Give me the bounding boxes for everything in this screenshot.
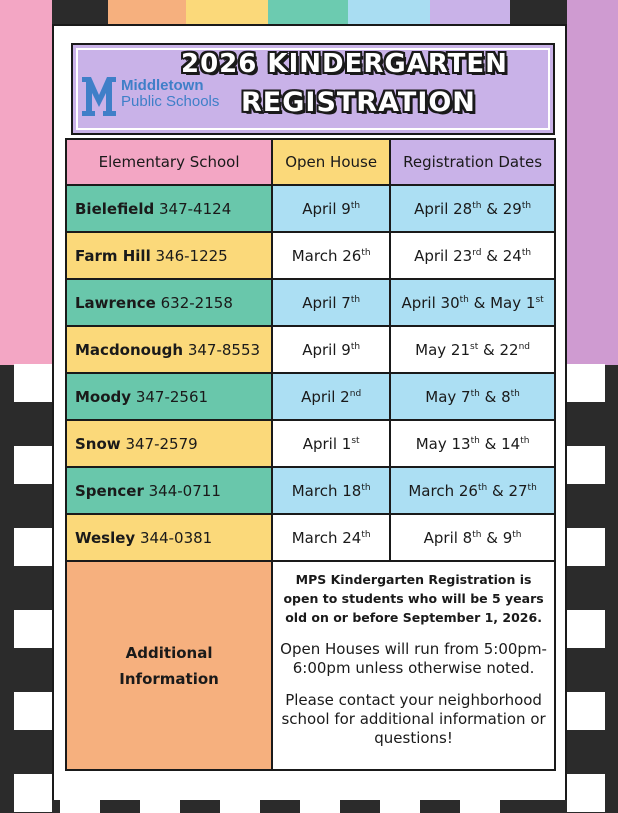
open-house-cell	[272, 420, 390, 467]
ordinal-suffix: th	[361, 482, 371, 493]
registration-dates-cell	[390, 232, 555, 279]
school-phone: 346-1225	[155, 246, 228, 265]
checker-square	[14, 446, 52, 484]
school-cell	[66, 514, 272, 561]
school-cell	[66, 185, 272, 232]
school-phone: 347-8553	[187, 340, 261, 359]
ordinal-suffix: th	[472, 200, 482, 211]
registration-dates-cell	[390, 514, 555, 561]
reg-date-b: May 1	[490, 293, 536, 312]
registration-dates-cell	[390, 420, 555, 467]
header-elementary-school: Elementary School	[66, 139, 272, 185]
table-row	[66, 326, 555, 373]
school-phone: 344-0711	[148, 481, 221, 500]
page-title-line-2: REGISTRATION	[241, 87, 476, 118]
checker-square	[567, 446, 605, 484]
school-name: Wesley	[75, 528, 136, 547]
checker-square	[14, 610, 52, 648]
school-phone: 632-2158	[160, 293, 233, 312]
school-cell	[66, 232, 272, 279]
checker-square	[14, 774, 52, 812]
registration-table	[65, 138, 556, 771]
info-paragraph-open-house-times: Open Houses will run from 5:00pm-6:00pm unless otherwise noted.	[280, 640, 547, 677]
open-house-cell	[272, 185, 390, 232]
ordinal-suffix: th	[512, 529, 522, 540]
header-registration-dates: Registration Dates	[390, 139, 555, 185]
additional-info-label	[66, 561, 272, 770]
reg-date-a: April 23	[414, 246, 473, 265]
header-open-house: Open House	[272, 139, 390, 185]
ampersand: &	[484, 434, 497, 453]
ampersand: &	[486, 246, 498, 265]
ordinal-suffix: th	[521, 247, 532, 258]
ordinal-suffix: th	[350, 294, 361, 305]
ampersand: &	[473, 293, 486, 312]
checker-square	[14, 692, 52, 730]
open-house-date: April 7	[302, 293, 351, 312]
ordinal-suffix: th	[470, 435, 480, 446]
header-banner	[71, 43, 555, 135]
school-phone: 347-4124	[159, 199, 232, 218]
open-house-cell	[272, 326, 390, 373]
ordinal-suffix: th	[510, 388, 520, 399]
reg-date-a: April 30	[401, 293, 460, 312]
ordinal-suffix: nd	[518, 341, 530, 352]
page-title-line-1: 2026 KINDERGARTEN	[181, 49, 508, 79]
ordinal-suffix: nd	[349, 388, 362, 399]
table-row	[66, 185, 555, 232]
stripe-magenta	[567, 0, 618, 365]
school-name: Lawrence	[75, 293, 156, 312]
reg-date-a: May 21	[415, 340, 470, 359]
ordinal-suffix: th	[477, 482, 488, 493]
ampersand: &	[491, 481, 504, 500]
ordinal-suffix: th	[527, 482, 537, 493]
checker-square	[567, 692, 605, 730]
ampersand: &	[486, 528, 498, 547]
table-row	[66, 232, 555, 279]
registration-dates-cell	[390, 185, 555, 232]
school-cell	[66, 279, 272, 326]
school-cell	[66, 467, 272, 514]
reg-date-a: April 8	[423, 528, 473, 547]
ordinal-suffix: th	[350, 341, 361, 352]
school-name: Moody	[75, 387, 132, 406]
reg-date-a: May 13	[415, 434, 471, 453]
reg-date-b: 22	[499, 340, 519, 359]
mps-m-logo-icon	[81, 73, 117, 119]
table-header-row	[66, 139, 555, 185]
reg-date-b: 8	[501, 387, 511, 406]
reg-date-a: March 26	[408, 481, 478, 500]
school-name: Bielefield	[75, 199, 155, 218]
school-phone: 347-2561	[135, 387, 209, 406]
info-paragraph-eligibility: MPS Kindergarten Registration is open to students who will be 5 years old on or before September 1, 2026.	[283, 572, 544, 625]
ampersand: &	[484, 387, 497, 406]
additional-info-text	[272, 561, 555, 770]
open-house-date: March 18	[291, 481, 362, 500]
checker-square	[14, 364, 52, 402]
stripe-yellow	[186, 0, 268, 24]
logo-line-1: Middletown	[121, 77, 204, 94]
open-house-cell	[272, 373, 390, 420]
ordinal-suffix: th	[520, 435, 530, 446]
ordinal-suffix: st	[470, 341, 479, 352]
school-cell	[66, 420, 272, 467]
reg-date-a: May 7	[425, 387, 471, 406]
open-house-date: March 26	[291, 246, 362, 265]
info-label-line-1: Additional	[125, 643, 213, 662]
open-house-date: April 2	[301, 387, 350, 406]
table-row	[66, 279, 555, 326]
info-label-line-2: Information	[119, 669, 219, 688]
ordinal-suffix: th	[350, 200, 361, 211]
open-house-date: March 24	[291, 528, 362, 547]
table-row	[66, 420, 555, 467]
school-name: Spencer	[75, 481, 144, 500]
ampersand: &	[486, 199, 498, 218]
flyer-card	[52, 24, 567, 800]
reg-date-a: April 28	[414, 199, 473, 218]
school-name: Macdonough	[75, 340, 184, 359]
checker-square	[14, 528, 52, 566]
school-cell	[66, 373, 272, 420]
checker-square	[567, 610, 605, 648]
registration-dates-cell	[390, 373, 555, 420]
school-phone: 347-2579	[125, 434, 198, 453]
additional-info-row	[66, 561, 555, 770]
stripe-pink	[0, 0, 52, 365]
ordinal-suffix: st	[535, 294, 544, 305]
open-house-date: April 1	[302, 434, 352, 453]
open-house-cell	[272, 514, 390, 561]
open-house-date: April 9	[302, 340, 351, 359]
district-logo-text	[121, 78, 219, 110]
checker-square	[567, 528, 605, 566]
info-paragraph-contact: Please contact your neighborhood school for additional information or questions!	[281, 691, 546, 747]
stripe-purple	[430, 0, 510, 24]
table-row	[66, 467, 555, 514]
school-name: Snow	[75, 434, 121, 453]
logo-line-2: Public Schools	[121, 93, 220, 110]
stripe-blue	[348, 0, 430, 24]
open-house-cell	[272, 467, 390, 514]
ordinal-suffix: th	[459, 294, 469, 305]
checker-square	[567, 364, 605, 402]
ampersand: &	[483, 340, 495, 359]
ordinal-suffix: th	[470, 388, 480, 399]
ordinal-suffix: th	[361, 247, 371, 258]
ordinal-suffix: th	[472, 529, 482, 540]
ordinal-suffix: rd	[472, 247, 482, 258]
ordinal-suffix: th	[361, 529, 371, 540]
ordinal-suffix: st	[351, 435, 360, 446]
stripe-orange	[108, 0, 186, 24]
checker-square	[567, 774, 605, 812]
open-house-cell	[272, 279, 390, 326]
table-row	[66, 373, 555, 420]
stripe-teal	[268, 0, 348, 24]
registration-dates-cell	[390, 326, 555, 373]
reg-date-b: 14	[501, 434, 521, 453]
reg-date-b: 27	[508, 481, 528, 500]
school-phone: 344-0381	[140, 528, 213, 547]
table-row	[66, 514, 555, 561]
registration-dates-cell	[390, 467, 555, 514]
school-name: Farm Hill	[75, 246, 151, 265]
reg-date-b: 24	[502, 246, 522, 265]
reg-date-b: 29	[502, 199, 522, 218]
open-house-date: April 9	[302, 199, 351, 218]
school-cell	[66, 326, 272, 373]
ordinal-suffix: th	[521, 200, 532, 211]
reg-date-b: 9	[502, 528, 513, 547]
open-house-cell	[272, 232, 390, 279]
registration-dates-cell	[390, 279, 555, 326]
